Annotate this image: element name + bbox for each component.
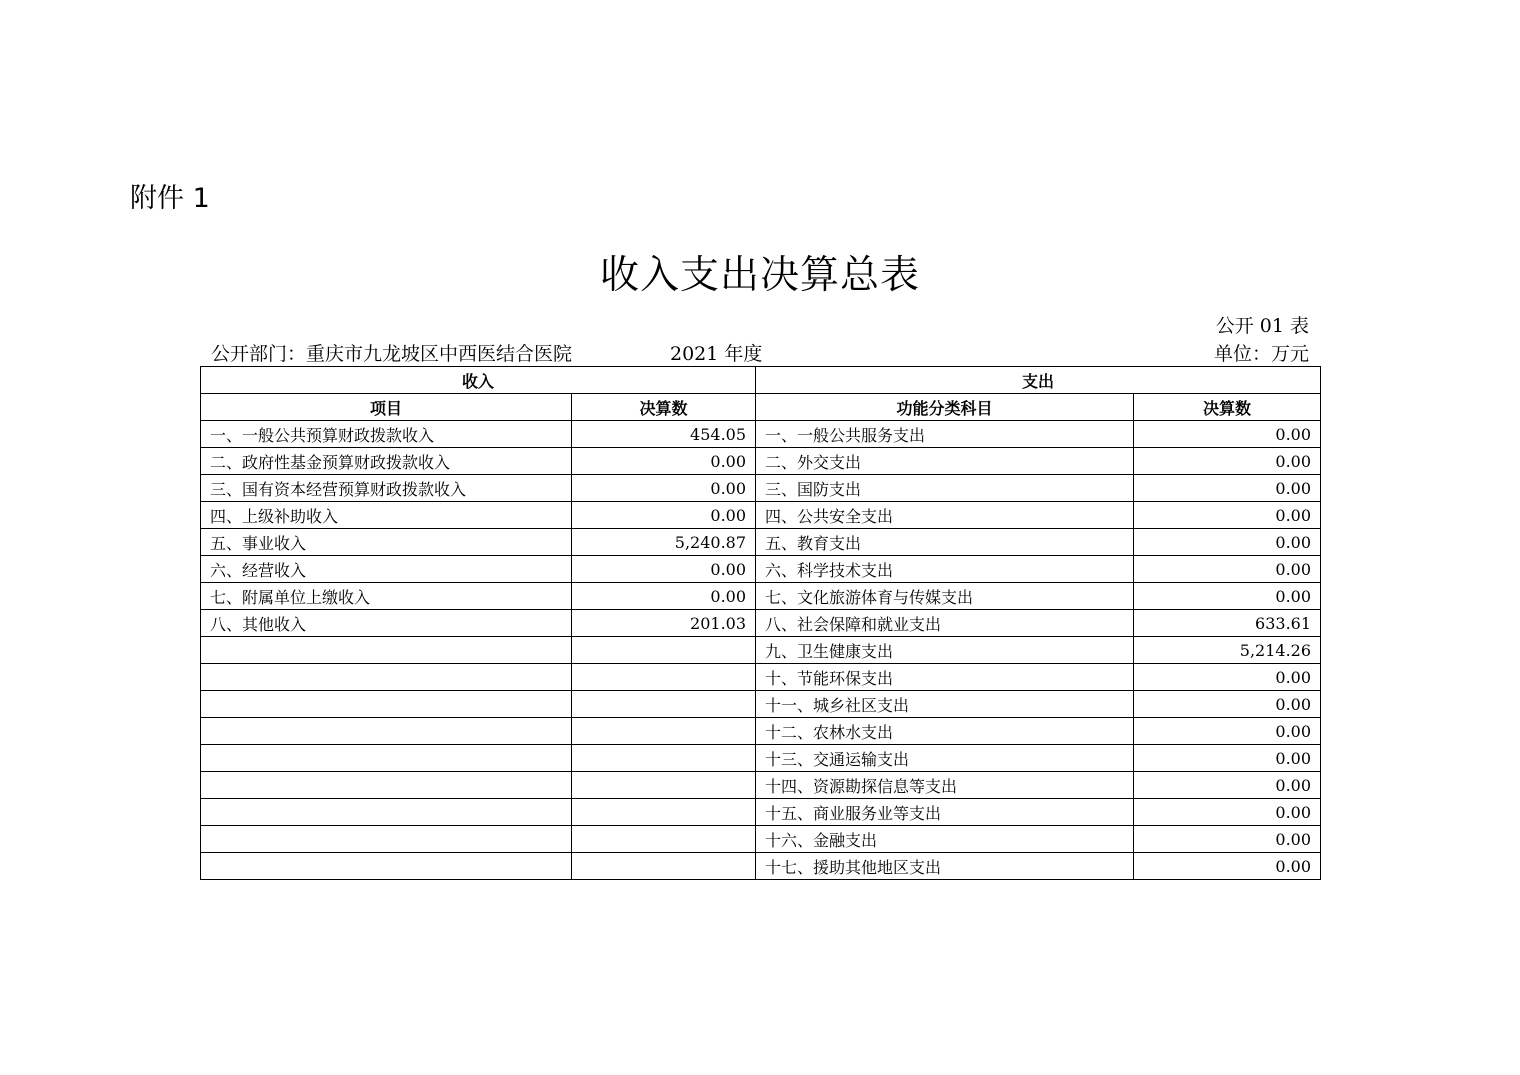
- expense-amount-cell: 0.00: [1134, 691, 1321, 718]
- table-row: [201, 502, 1321, 529]
- col-header-expense-amount: 决算数: [1134, 394, 1321, 421]
- expense-amount-cell: 5,214.26: [1134, 637, 1321, 664]
- income-item-cell: 五、事业收入: [201, 529, 572, 556]
- income-amount-cell: 0.00: [572, 475, 756, 502]
- table-row: [201, 637, 1321, 664]
- income-amount-cell: [572, 799, 756, 826]
- income-amount-cell: [572, 691, 756, 718]
- income-amount-cell: [572, 718, 756, 745]
- expense-amount-cell: 0.00: [1134, 826, 1321, 853]
- expense-item-cell: 十五、商业服务业等支出: [756, 799, 1134, 826]
- column-header-row: [201, 394, 1321, 421]
- income-item-cell: 四、上级补助收入: [201, 502, 572, 529]
- income-item-cell: [201, 826, 572, 853]
- expense-amount-cell: 0.00: [1134, 529, 1321, 556]
- col-header-item: 项目: [201, 394, 572, 421]
- income-item-cell: [201, 772, 572, 799]
- income-item-cell: [201, 664, 572, 691]
- income-amount-cell: 0.00: [572, 556, 756, 583]
- expense-amount-cell: 0.00: [1134, 502, 1321, 529]
- income-item-cell: [201, 691, 572, 718]
- expense-amount-cell: 633.61: [1134, 610, 1321, 637]
- income-item-cell: 七、附属单位上缴收入: [201, 583, 572, 610]
- unit-label: 单位：万元: [1213, 343, 1309, 365]
- expense-amount-cell: 0.00: [1134, 718, 1321, 745]
- expense-amount-cell: 0.00: [1134, 745, 1321, 772]
- table-row: [201, 853, 1321, 880]
- table-body: [201, 421, 1321, 880]
- income-amount-cell: [572, 853, 756, 880]
- income-expense-table: [200, 366, 1321, 880]
- income-amount-cell: [572, 826, 756, 853]
- expense-amount-cell: 0.00: [1134, 475, 1321, 502]
- expense-item-cell: 十六、金融支出: [756, 826, 1134, 853]
- expense-amount-cell: 0.00: [1134, 421, 1321, 448]
- table-row: [201, 610, 1321, 637]
- table-row: [201, 745, 1321, 772]
- col-header-income-amount: 决算数: [572, 394, 756, 421]
- income-item-cell: 一、一般公共预算财政拨款收入: [201, 421, 572, 448]
- table-row: [201, 556, 1321, 583]
- expense-item-cell: 二、外交支出: [756, 448, 1134, 475]
- expense-amount-cell: 0.00: [1134, 664, 1321, 691]
- income-amount-cell: 0.00: [572, 448, 756, 475]
- income-amount-cell: [572, 745, 756, 772]
- table-row: [201, 475, 1321, 502]
- expense-item-cell: 十一、城乡社区支出: [756, 691, 1134, 718]
- expense-item-cell: 十二、农林水支出: [756, 718, 1134, 745]
- income-item-cell: [201, 718, 572, 745]
- expense-item-cell: 十三、交通运输支出: [756, 745, 1134, 772]
- col-header-category: 功能分类科目: [756, 394, 1134, 421]
- income-item-cell: [201, 637, 572, 664]
- income-amount-cell: 5,240.87: [572, 529, 756, 556]
- table-row: [201, 448, 1321, 475]
- table-row: [201, 421, 1321, 448]
- income-item-cell: [201, 853, 572, 880]
- expense-item-cell: 十、节能环保支出: [756, 664, 1134, 691]
- income-group-header: 收入: [201, 367, 756, 394]
- expense-item-cell: 一、一般公共服务支出: [756, 421, 1134, 448]
- expense-amount-cell: 0.00: [1134, 799, 1321, 826]
- expense-item-cell: 十七、援助其他地区支出: [756, 853, 1134, 880]
- group-header-row: [201, 367, 1321, 394]
- expense-group-header: 支出: [756, 367, 1321, 394]
- income-item-cell: 三、国有资本经营预算财政拨款收入: [201, 475, 572, 502]
- income-item-cell: [201, 745, 572, 772]
- table-row: [201, 772, 1321, 799]
- income-amount-cell: [572, 664, 756, 691]
- table-number: 公开 01 表: [1215, 315, 1309, 337]
- expense-item-cell: 九、卫生健康支出: [756, 637, 1134, 664]
- income-amount-cell: 201.03: [572, 610, 756, 637]
- table-row: [201, 664, 1321, 691]
- income-amount-cell: 454.05: [572, 421, 756, 448]
- expense-item-cell: 五、教育支出: [756, 529, 1134, 556]
- expense-amount-cell: 0.00: [1134, 448, 1321, 475]
- page-title: 收入支出决算总表: [599, 253, 920, 298]
- income-item-cell: [201, 799, 572, 826]
- income-amount-cell: [572, 637, 756, 664]
- table-row: [201, 826, 1321, 853]
- expense-item-cell: 四、公共安全支出: [756, 502, 1134, 529]
- expense-amount-cell: 0.00: [1134, 583, 1321, 610]
- expense-item-cell: 六、科学技术支出: [756, 556, 1134, 583]
- table-row: [201, 718, 1321, 745]
- expense-item-cell: 八、社会保障和就业支出: [756, 610, 1134, 637]
- income-amount-cell: [572, 772, 756, 799]
- expense-amount-cell: 0.00: [1134, 853, 1321, 880]
- income-amount-cell: 0.00: [572, 583, 756, 610]
- income-item-cell: 六、经营收入: [201, 556, 572, 583]
- table-row: [201, 799, 1321, 826]
- income-item-cell: 八、其他收入: [201, 610, 572, 637]
- fiscal-year: 2021 年度: [670, 343, 763, 365]
- expense-item-cell: 七、文化旅游体育与传媒支出: [756, 583, 1134, 610]
- expense-item-cell: 三、国防支出: [756, 475, 1134, 502]
- table-row: [201, 691, 1321, 718]
- income-amount-cell: 0.00: [572, 502, 756, 529]
- expense-amount-cell: 0.00: [1134, 556, 1321, 583]
- expense-amount-cell: 0.00: [1134, 772, 1321, 799]
- table-row: [201, 529, 1321, 556]
- income-item-cell: 二、政府性基金预算财政拨款收入: [201, 448, 572, 475]
- attachment-label: 附件 1: [130, 183, 210, 214]
- table-row: [201, 583, 1321, 610]
- expense-item-cell: 十四、资源勘探信息等支出: [756, 772, 1134, 799]
- department-label: 公开部门：重庆市九龙坡区中西医结合医院: [211, 343, 573, 365]
